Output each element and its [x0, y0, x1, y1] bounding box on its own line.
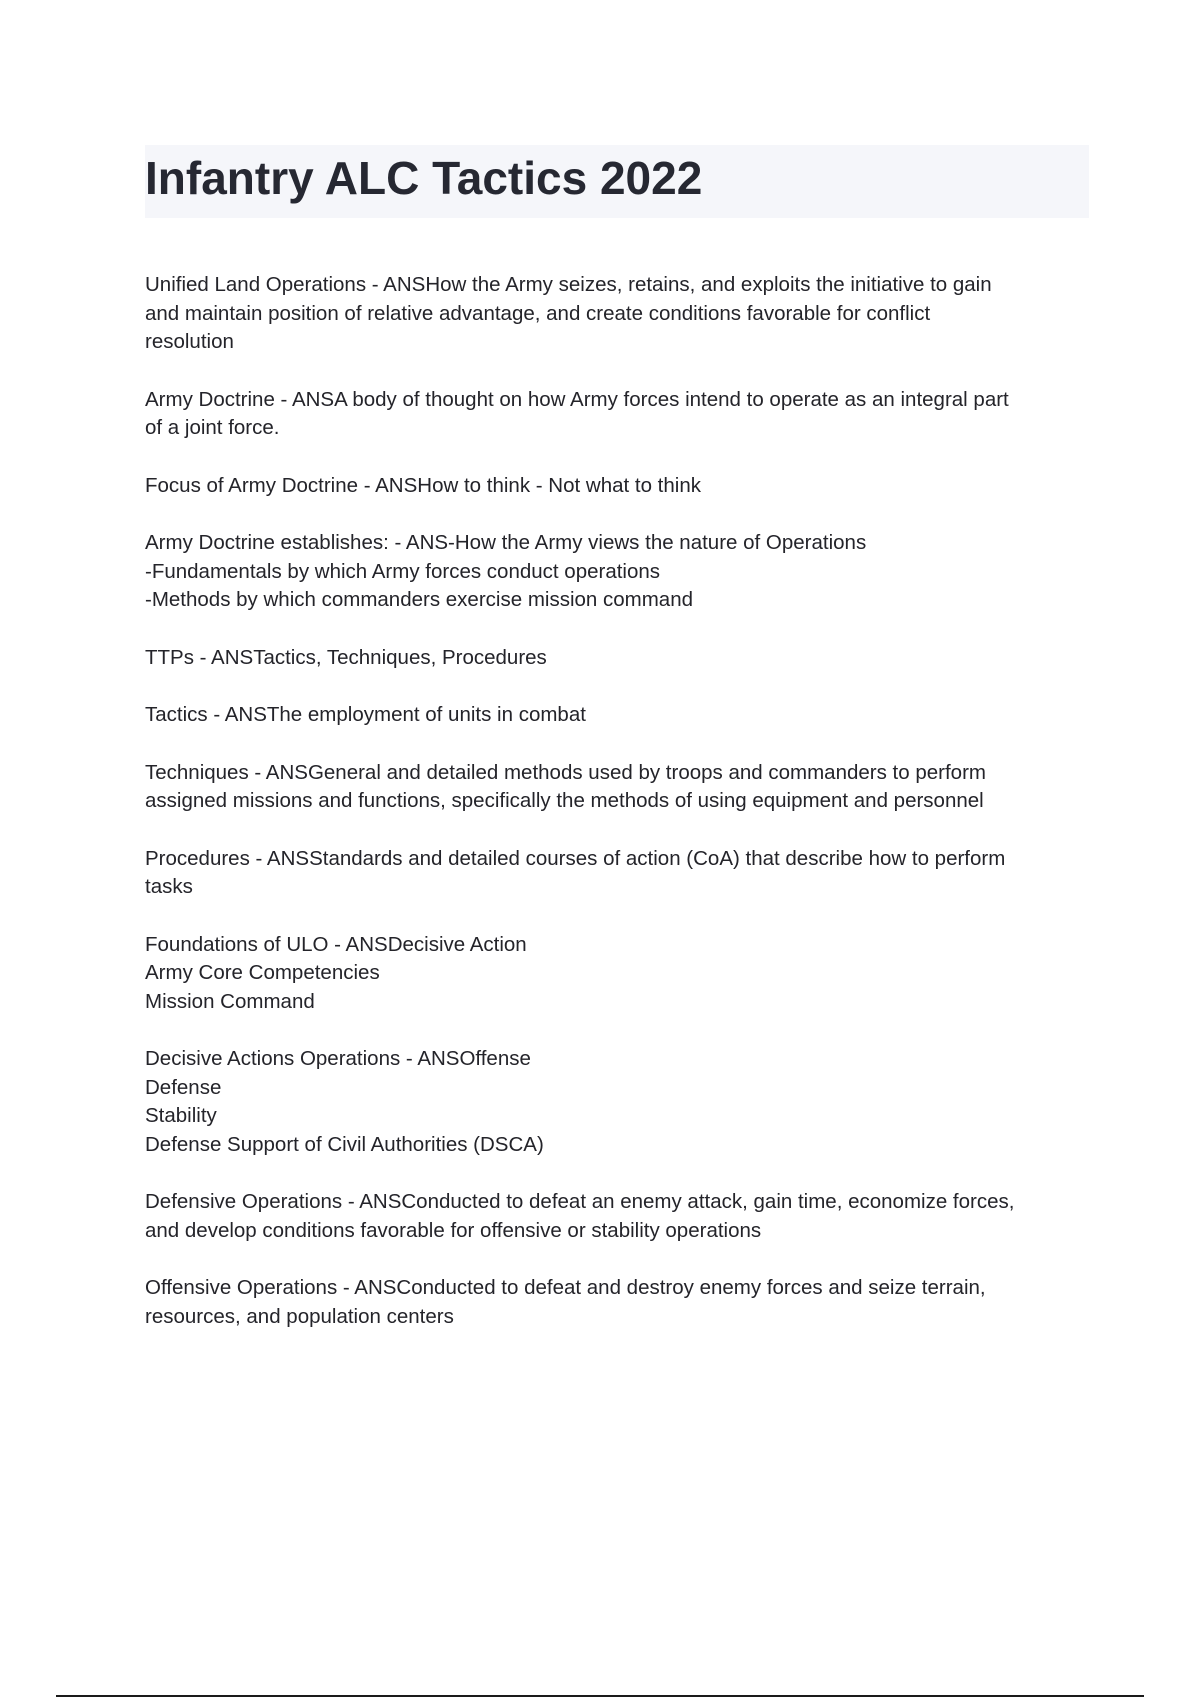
entry-offensive-operations	[145, 1274, 1090, 1331]
entry-decisive-actions-operations	[145, 1045, 1090, 1159]
entry-line: -Methods by which commanders exercise mission command	[145, 588, 694, 611]
entry-unified-land-operations	[145, 271, 1090, 357]
entry-procedures	[145, 845, 1090, 902]
entry-line: Techniques - ANSGeneral and detailed methods used by troops and commanders to perform	[145, 760, 986, 784]
entry-techniques	[145, 759, 1090, 816]
page-title: Infantry ALC Tactics 2022	[145, 152, 703, 204]
entry-line: Army Doctrine - ANSA body of thought on how Army forces intend to operate as an integral part	[145, 387, 1009, 411]
entry-tactics	[145, 701, 1090, 730]
entry-line: Tactics - ANSThe employment of units in combat	[145, 703, 586, 726]
entry-line: Stability	[145, 1104, 217, 1127]
entry-focus-of-army-doctrine	[145, 472, 1090, 501]
entry-line: Army Doctrine establishes: - ANS-How the Army views the nature of Operations	[145, 531, 867, 554]
entry-line: and develop conditions favorable for offensive or stability operations	[145, 1218, 762, 1242]
entry-line: Army Core Competencies	[145, 961, 380, 984]
entry-ttps	[145, 644, 1090, 673]
bottom-divider	[56, 1695, 1144, 1697]
entry-army-doctrine	[145, 386, 1090, 443]
title-bar	[145, 145, 1089, 218]
entry-line: resources, and population centers	[145, 1304, 454, 1328]
entry-army-doctrine-establishes	[145, 529, 1090, 615]
entry-line: of a joint force.	[145, 416, 280, 439]
entry-line: Defense Support of Civil Authorities (DSCA)	[145, 1132, 544, 1156]
entry-line: -Fundamentals by which Army forces conduct operations	[145, 559, 661, 583]
entry-list	[145, 271, 1090, 1360]
entry-line: Foundations of ULO - ANSDecisive Action	[145, 932, 527, 956]
entry-line: Unified Land Operations - ANSHow the Army seizes, retains, and exploits the initiative to gain	[145, 273, 992, 296]
entry-line: Procedures - ANSStandards and detailed courses of action (CoA) that describe how to perform	[145, 846, 1006, 870]
entry-line: resolution	[145, 330, 234, 353]
entry-line: TTPs - ANSTactics, Techniques, Procedures	[145, 645, 547, 669]
entry-line: Defensive Operations - ANSConducted to defeat an enemy attack, gain time, economize forces,	[145, 1190, 1015, 1213]
entry-line: Focus of Army Doctrine - ANSHow to think - Not what to think	[145, 473, 701, 497]
entry-line: Decisive Actions Operations - ANSOffense	[145, 1047, 531, 1070]
entry-line: Mission Command	[145, 989, 315, 1013]
entry-line: tasks	[145, 875, 193, 898]
entry-line: Offensive Operations - ANSConducted to defeat and destroy enemy forces and seize terrain,	[145, 1276, 986, 1299]
entry-line: Defense	[145, 1075, 222, 1099]
entry-foundations-of-ulo	[145, 931, 1090, 1017]
entry-line: and maintain position of relative advantage, and create conditions favorable for conflict	[145, 301, 931, 325]
entry-defensive-operations	[145, 1188, 1090, 1245]
entry-line: assigned missions and functions, specifically the methods of using equipment and personnel	[145, 789, 984, 812]
